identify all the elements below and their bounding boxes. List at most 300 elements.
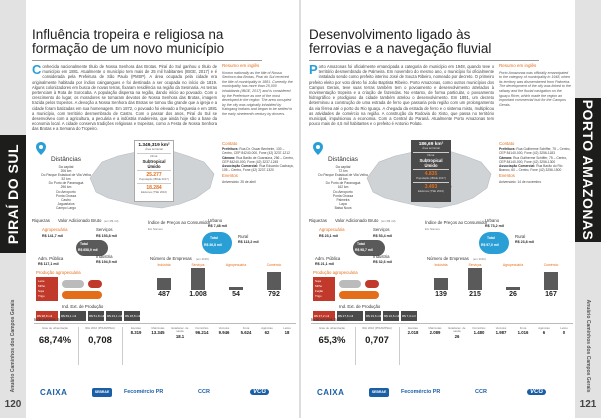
indicator-value: 2.018 [407,330,419,336]
indicator-label: Frota [242,326,250,330]
emp-sub: (em 2016) [196,257,209,261]
population-label: População (IBGE 2017) [139,177,169,182]
rural-value: R$ 23,8 mil [515,240,534,244]
body-text [32,64,217,132]
indicator-value: 0 [562,330,566,336]
rural-value: R$ 113,2 mil [238,240,259,244]
caixa-logo: CAIXA [317,387,345,397]
idh-value: 0,708 [88,335,112,347]
contact-column [499,140,571,184]
distance-line: Jaguariaíva [57,201,75,206]
servicos-value: R$ 53,4 mil [373,234,392,238]
agro-label: Agropecuária [319,227,345,232]
emp-bar [229,287,243,290]
indicators-rule [34,323,296,324]
contact-value: Rua Guilherme Schiffer, 75 – Centro, CEP 84140-000, Fone (42) 3256-1300 [499,155,568,164]
page-number: 121 [579,399,597,410]
total2-label: Total [210,236,218,240]
emp-bar [434,278,448,290]
dropcap: P [309,62,318,77]
urbanization-cell [36,327,74,348]
voters-label: Eleitores (TSE 2016) [141,190,167,195]
indicator-label: Estabelec. de saúde [171,326,189,334]
producao-bar [88,280,102,288]
emp-label: Serviços [468,263,482,267]
page-left [0,0,300,418]
urbanization-label: Grau de urbanização [318,326,346,330]
rural-label: Rural [238,234,249,239]
emp-value: 139 [435,291,447,298]
indice-sub: Em Número [148,227,163,231]
summary-heading: Resumo em inglês [499,63,537,68]
total2-label: Total [487,236,495,240]
indicator-value: 5.624 [240,330,252,336]
value-item: R$ 98,8 mil [37,314,53,318]
distance-line: Lapa [339,201,347,206]
vcg-logo: VCG [250,386,269,398]
indicator-label: Matrículas [428,326,442,330]
contact-key: Associação Comercial: [222,164,259,169]
emp-title: Número de Empresas [427,256,469,261]
caixa-logo: CAIXA [40,387,68,397]
distance-line: Campo Largo [56,205,76,210]
emp-label: Agropecuária [502,263,524,267]
climate-value: Subtropical Úmido [142,158,166,169]
distance-line: Da capital [58,165,74,169]
map-area [309,140,494,212]
emp-bar [157,278,171,290]
fecomercio-logo: Fecomércio PR [124,389,164,395]
sebrae-logo: SEBRAE [92,386,112,398]
indicator-label: Estabelec. de saúde [448,326,466,334]
emp-item [222,263,250,298]
english-summary [499,64,571,107]
title-rule [32,60,262,61]
emp-value: 487 [158,291,170,298]
title-rule [309,60,539,61]
contact-item [499,164,571,172]
summary-heading: Resumo em inglês [222,63,260,68]
page-content [30,0,296,418]
producao-bar-title: Ind. Ext. de Produção [339,304,381,309]
riquezas-label: Riquezas [309,218,327,223]
indicator-value: 9.946 [218,330,230,336]
city-tab-label: PIRAÍ DO SUL [5,143,21,245]
adm-label: Adm. Pública [38,256,64,261]
indicator-cell [469,327,489,335]
indicator-label: Leitos [283,326,291,330]
title-line-1: Influência tropeira e religiosa na [32,27,224,42]
producao-item: Milho [38,284,46,288]
body-paragraph: onhecida nacionalmente título de Nossa Senhora das Brotas. Piraí do Sul ganhou o título de município em 1881. Atualmente o município tem mais de 25 mil habitantes (IBGE, 2017) e é considerada pela Prefeitura de São Paulo (PMSP). A área ocupada pela cidade era originalmente habitada por índios caingangues e foi destinada a ser ocupada no início de 1819. Alguns colonizadores em busca de novas terras, fixaram residência na região da Sesmaria. As terras pertenciam à Rota de Sorocaba. A população dispersa na região, dando início ao povoado. Com o crescimento do lugar, os moradores se tornaram devotos de Nossa Senhora das Brotas, imagem trazida pelos tropeiros. A devoção a Nossa Senhora das Brotas se tornou tão grande que a igreja e a cidade foram batizadas em sua homenagem. Em 1872, o povoado foi elevado a freguesia e em 1881 a município, com território desmembrado de Castro. Com o passar dos anos, Piraí do Sul se desenvolveu com a agricultura, a pecuária e a indústria madeireira, que ainda hoje são a base da economia local. A cidade conserva tradições religiosas e tropeiras, como a Festa de Nossa Senhora das Brotas e a Semana do Tropeiro. [32,64,217,132]
title-line-1: Desenvolvimento ligado às [309,27,471,42]
indicator-cell [278,327,296,335]
population-value: 25.277 [146,172,162,179]
distance-line: 52 km [61,177,71,182]
urbano-value: R$ 7,48 mil [208,224,227,228]
idh-cell [359,327,395,348]
indicator-cell [148,327,168,335]
emp-item [461,263,489,298]
social-indicators [32,317,296,375]
english-summary [222,64,294,117]
adm-value: R$ 21,1 mil [315,262,334,266]
contact-item [222,147,294,155]
contact-value: Rua Barão de Guaraúna, 256 – Centro, CEP 84240-000, Fone (42) 3237-1245 [222,155,294,164]
contact-key: Câmara: [222,155,236,160]
pib-unit: (em R$ mil) [381,219,396,223]
distance-line: Ponta Grossa [332,193,354,198]
distance-line: Do Parque Estadual de Vila Velha [41,173,91,178]
total-value: R$ 658,9 mil [78,248,98,252]
side-band [0,0,26,418]
area-value: 186,69 km² [418,142,444,147]
emp-item [260,263,288,298]
stat-divider [137,183,171,184]
value-item: R$ 18,8 mil [125,314,141,318]
contact-key: Associação Comercial: [499,164,536,169]
location-pin-icon [36,142,46,155]
indicator-cell [425,327,445,335]
producao-title: Produção agropecuária [36,270,81,275]
producao-title: Produção agropecuária [313,270,358,275]
emp-item [427,263,455,298]
indicator-value: 18 [284,330,290,336]
pib-label: Valor Adicionado Bruto [58,218,102,223]
contact-value: Rua Guilherme Schiffer, 75 – Centro, CEP 84140-000, Fone (42) 3256-1183 [499,147,571,156]
idh-label: IDH 2010 (PNUD/IPEA) [85,326,115,330]
producao-item: Soja [38,289,45,293]
emp-bar [544,272,558,290]
sebrae-logo: SEBRAE [369,386,389,398]
urbanization-value: 68,74% [38,335,72,347]
events-text: Aniversário: 25 de abril [222,179,256,184]
indicator-cell [447,327,467,339]
producao-item: Milho [315,284,323,288]
producao-bar [62,291,102,299]
indicators-divider [122,327,123,365]
producao-item: Leite [38,279,45,283]
sponsor-logos [30,380,296,404]
distance-line: Do Aeroporto [56,189,76,194]
indicator-value: 1.016 [517,330,529,336]
indicator-label: Agências [538,326,550,330]
fecomercio-logo: Fecomércio PR [401,389,441,395]
indicator-value: 96.214 [195,330,209,336]
total2-value: R$ 97,0 mil [481,243,499,247]
emp-title: Número de Empresas [150,256,192,261]
distances-title: Distâncias [51,156,81,163]
emp-value: 215 [469,291,481,298]
voters-label: Eleitores (TSE 2016) [418,189,444,194]
industria-label: Indústria [373,254,390,259]
indicator-value: 26 [454,333,460,339]
value-item: R$ 51,8 mil [89,314,105,318]
contact-item [499,156,571,164]
value-item: R$ 19,6 mil [366,314,382,318]
contact-column [222,140,294,184]
industria-value: R$ 194,5 mil [96,260,117,264]
indicator-cell [535,327,553,335]
empresas-row [427,263,573,313]
indicators-title: Indicadores Sociais [311,317,348,322]
indicator-cell [236,327,256,335]
city-tab-label: PORTO AMAZONAS [580,99,596,241]
emp-label: Indústria [157,263,171,267]
distance-line: Do Parque Estadual de Vila Velha [318,173,368,178]
distance-line: Do Aeroporto [333,189,353,194]
distance-line: 162 km [337,185,349,190]
servicos-label: Serviços [373,227,390,232]
value-item: R$ 27,6 mil [338,314,354,318]
events-heading: Eventos [222,173,238,179]
emp-value: 54 [232,291,240,298]
producao-bar-title: Ind. Ext. de Produção [62,304,104,309]
indicator-value: 1.987 [495,330,507,336]
indicator-label: Matrículas [151,326,165,330]
urbano-value: R$ 73,2 mil [485,224,504,228]
urbanization-cell [313,327,351,348]
indicators-divider [355,327,356,365]
emp-value: 26 [509,291,517,298]
emp-value: 792 [268,291,280,298]
stat-divider [137,170,171,171]
contact-item [499,147,571,155]
vcg-logo: VCG [527,386,546,398]
producao-bar [62,280,84,288]
total2-value: R$ 36,8 mil [204,243,222,247]
area-label: Área territorial [145,147,163,151]
indicator-cell [170,327,190,339]
indicator-label: Escolas [408,326,418,330]
indicator-label: Domicílios [195,326,209,330]
distance-line: 72 km [338,169,348,174]
contact-heading: Contato [499,141,515,146]
producao-item: Feijão [315,289,324,293]
emp-bar [267,272,281,290]
sponsor-logos [307,380,573,404]
total-label: Total [357,242,365,246]
adm-label: Adm. Pública [315,256,341,261]
idh-label: IDH 2010 (PNUD/IPEA) [362,326,392,330]
adm-value: R$ 117,1 mil [38,262,59,266]
page-right [301,0,601,418]
stat-divider [413,169,449,170]
urbano-label: Urbano [485,218,500,223]
events-text: Aniversário: 14 de novembro [499,179,542,184]
indicator-label: Domicílios [472,326,486,330]
emp-bar [506,287,520,290]
map-area [32,140,217,212]
emp-value: 167 [545,291,557,298]
producao-bar [339,291,379,299]
emp-bar [468,268,482,290]
contact-key: Câmara: [499,155,513,160]
agro-value: R$ 23,1 mil [319,234,338,238]
indicator-label: Agências [261,326,273,330]
indice-title: Índice de Preços ao Consumidor [148,220,211,225]
agro-label: Agropecuária [42,227,68,232]
contact-value: Rua Barão do Rio Branco, 60 – Centro, Fone (42) 3256-1500 [499,164,563,173]
indicator-value: 13.345 [151,330,165,336]
value-item: R$ 23,1 mil [107,314,123,318]
rural-label: Rural [515,234,526,239]
stats-box [134,140,174,202]
stats-box [411,140,451,202]
indicator-cell [126,327,146,335]
riquezas-label: Riquezas [32,218,50,223]
emp-label: Serviços [191,263,205,267]
emp-label: Agropecuária [225,263,247,267]
urbanization-label: Grau de urbanização [41,326,69,330]
distances-title: Distâncias [328,156,358,163]
indicator-cell [491,327,511,335]
urbanization-value: 65,3% [318,335,346,347]
title-line-2: ferrovias e a navegação fluvial [309,41,492,56]
voters-value: 3.493 [424,184,438,191]
city-tab [0,135,26,253]
social-indicators [309,317,573,375]
urbano-label: Urbano [208,218,223,223]
indicator-label: Veículos [218,326,230,330]
value-item: R$ 37,2 mil [314,314,330,318]
indicator-cell [258,327,276,335]
page-title [309,28,569,56]
population-label: População (IBGE 2017) [416,176,446,181]
emp-item [499,263,527,298]
producao-item: Trigo [38,294,45,298]
area-value: 1.349,319 km² [138,143,170,148]
location-pin-icon [313,142,323,155]
distance-line: Balsa Nova [334,205,352,210]
contact-value: Rua Eduardo Cachaça, 105 – Centro, Fone (42) 3237-1320 [222,164,294,173]
indicator-value: 18.1 [175,333,185,339]
city-tab [575,98,601,242]
indicator-label: Frota [519,326,527,330]
page-number: 120 [4,399,22,410]
indicator-label: Leitos [560,326,568,330]
pib-unit: (em R$ mil) [104,219,119,223]
contact-key: Prefeitura: [222,147,239,152]
contact-key: Prefeitura: [499,147,516,152]
indicator-value: 8.319 [130,330,142,336]
distance-line: Do Porto de Paranaguá [48,181,84,186]
idh-cell [82,327,118,348]
agro-value: R$ 141,7 mil [42,234,63,238]
contact-heading: Contato [222,141,238,146]
servicos-value: R$ 153,8 mil [96,234,117,238]
side-band [575,0,601,418]
emp-sub: (em 2016) [473,257,486,261]
producao-bar [365,280,379,288]
contact-value: Rua Dr. Oscar Benheim, 130 – Centro, CEP 84240-000, Fone (42) 3237-1212 [222,147,290,156]
value-item: R$ 10,6 mil [384,314,400,318]
population-value: 4.835 [424,171,438,178]
contact-item [222,156,294,164]
distance-line: 206 km [60,169,72,174]
indicators-divider [78,327,79,365]
emp-label: Comércio [266,263,282,267]
climate-value: Subtropical Úmido [419,157,443,168]
value-item: R$ 69,1 mil [61,314,77,318]
emp-bar [191,268,205,290]
distance-line: 296 km [60,185,72,190]
servicos-label: Serviços [96,227,113,232]
events-heading: Eventos [499,173,515,179]
emp-item [184,263,212,298]
body-text [309,64,494,126]
industria-value: R$ 32,6 mil [373,260,392,264]
indice-title: Índice de Preços ao Consumidor [425,220,488,225]
distance-line: Palmeira [336,197,350,202]
page-title [32,28,292,56]
ccr-logo: CCR [475,389,487,395]
total-value: R$ 98,7 mil [355,248,373,252]
summary-text: Porto Amazonas was officially emancipated to the category of municipality in 1948, when its territory was dismembered from Palmeira. The development of the city was linked to the railway and the fluvial navigation on the Iguaçu River, which made the region an important commercial hub for the Campos Gerais. [499,70,571,107]
emp-value: 1.008 [189,291,207,298]
indicator-cell [555,327,573,335]
empresas-row [150,263,296,313]
total-label: Total [80,242,88,246]
contact-item [222,164,294,172]
indicators-rule [311,323,573,324]
indicator-label: Escolas [131,326,141,330]
book-title: Anuário Caminhos dos Campos Gerais [585,299,591,393]
idh-value: 0,707 [365,335,389,347]
emp-label: Indústria [434,263,448,267]
voters-value: 18.284 [146,185,162,192]
producao-bar [339,280,361,288]
climate-label: Clima: [427,153,435,158]
distance-line: Do Porto de Paranaguá [325,181,361,186]
indice-sub: Em Número [425,227,440,231]
producao-item: Trigo [315,294,322,298]
emp-item [150,263,178,298]
pib-label: Valor Adicionado Bruto [335,218,379,223]
industria-label: Indústria [96,254,113,259]
indicator-cell [192,327,212,335]
indicator-value: 1.480 [473,330,485,336]
value-item: R$ 7,3 mil [402,314,416,318]
indicators-title: Indicadores Sociais [34,317,71,322]
stat-divider [413,182,449,183]
ccr-logo: CCR [198,389,210,395]
indicator-value: 6 [542,330,546,336]
body-paragraph: orto Amazonas foi oficialmente emancipada a categoria de município em 1948, quando teve o território desmembrado de Palmeira. Em novembro do mesmo ano, o município foi oficialmente instalado sendo como prefeito interino José de Souza Ribeiro, nomeado por decreto. O primeiro prefeito eleito por voto direto foi João Baptista Ribeiro. Porto Amazonas, como outros municípios dos Campos Gerais, teve suas terras também tem o povoamento e desenvolvimento atrelados à movimentação tropeira e a criação de fazendas. No entanto, de forma particular, o povoamento hidrográfico e prodigioso da cidade também atrelou o desenvolvimento. Em 1891, um decreto determinou a construção de uma estrada de ferro que passaria pela região com um prolongamento da via férrea até o porto do Rio Iguaçu. A chegada da estrada de ferro e o sistema misto, multiplicou as atividades de comércio na região. A construção da Rodovia do Xisto, que passa no território municipal, impulsionou a economia. Com a Central do Paraná. Atualmente Porto Amazonas tem pouco mais de 4,5 mil habitantes e o prefeito é Antonio Polato. [309,64,494,127]
emp-item [537,263,565,298]
indicator-value: 2.089 [429,330,441,336]
distance-line: Da capital [335,165,351,169]
book-title: Anuário Caminhos dos Campos Gerais [10,299,16,393]
climate-label: Clima: [150,154,158,159]
page-content [307,0,571,418]
indicator-cell [403,327,423,335]
indicator-label: Veículos [495,326,507,330]
distance-line: Ponta Grossa [55,193,77,198]
dropcap: C [32,62,42,77]
indicator-cell [214,327,234,335]
summary-text: Known nationally as the title of Nossa Senhora das Brotas, Piraí do Sul received the title of municipality in 1881. Currently the municipality has more than 25,000 inhabitants (IBGE, 2017) and is considered by the Prefecture as one of the most developed in the region. The area occupied by the city was originally inhabited by Kaingang Indians and began to be settled in the early nineteenth century by drovers. [222,70,293,116]
distance-line: 48 km [338,177,348,182]
area-label: Área territorial [422,146,440,150]
indicator-cell [513,327,533,335]
indicators-divider [399,327,400,365]
distance-line: Castro [61,197,71,202]
indicator-value: 62 [264,330,270,336]
emp-label: Comércio [543,263,559,267]
title-line-2: formação de um novo município [32,41,225,56]
producao-item: Soja [315,279,322,283]
